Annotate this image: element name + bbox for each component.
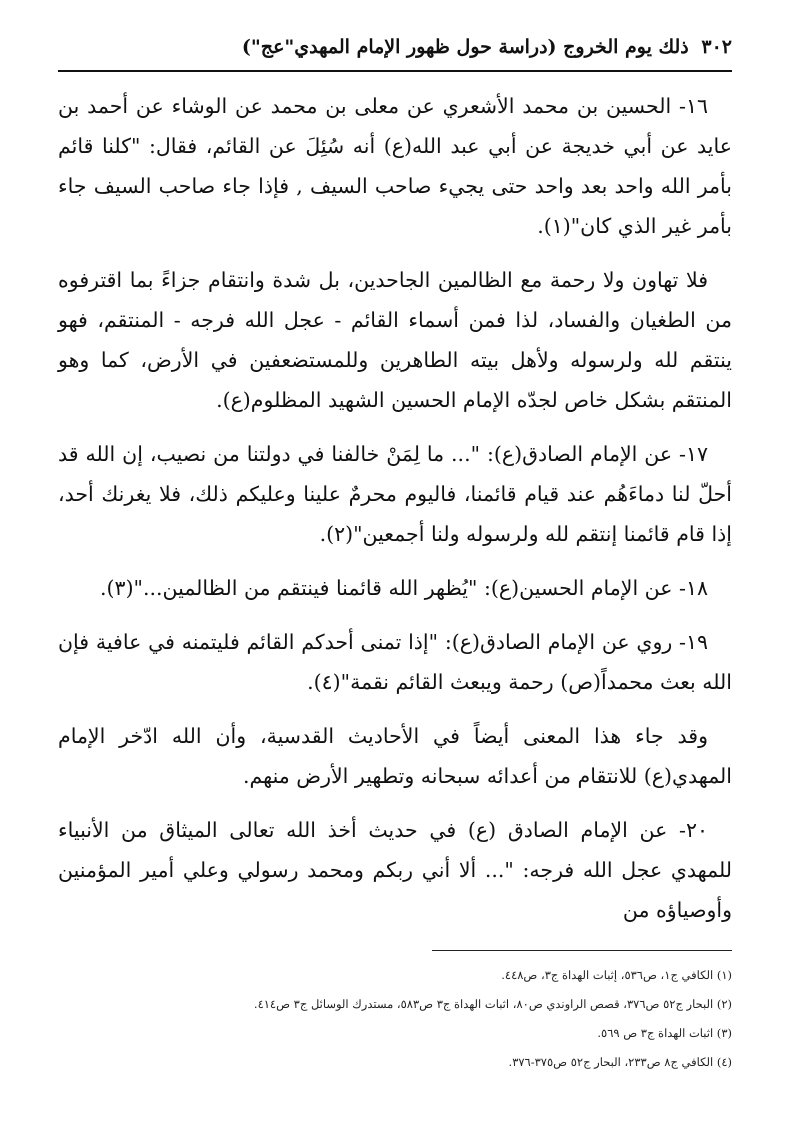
paragraph-commentary-1: فلا تهاون ولا رحمة مع الظالمين الجاحدين، بل شدة وانتقام جزاءً بما اقترفوه من الطغيان والفساد، لذا فمن أسماء القائم - عجل الله فرجه - المنتقم، فهو ينتقم لله ولرسوله ولأهل بيته الطاهرين وللمستضعفين في الأرض، كما وهو المنتقم بشكل خاص لجدّه الإمام الحسين الشهيد المظلوم(ع). [58, 268, 732, 412]
footnote-2: (٢) البحار ج٥٢ ص٣٧٦، قصص الراوندي ص٨٠، اثبات الهداة ج٣ ص٥٨٣، مستدرك الوسائل ج٣ ص٤١٤. [253, 997, 732, 1011]
paragraph-commentary-2: وقد جاء هذا المعنى أيضاً في الأحاديث القدسية، وأن الله ادّخر الإمام المهدي(ع) للانتقام من أعدائه سبحانه وتطهير الأرض منهم. [58, 724, 732, 788]
paragraph-hadith-16: ١٦- الحسين بن محمد الأشعري عن معلى بن محمد عن الوشاء عن أحمد بن عايد عن أبي خديجة عن أبي عبد الله(ع) أنه سُئِلَ عن القائم، فقال: "كلنا قائم بأمر الله واحد بعد واحد حتى يجيء صاحب السيف , فإذا جاء صاحب السيف جاء بأمر غير الذي كان"(١). [58, 94, 732, 238]
paragraph-hadith-19: ١٩- روي عن الإمام الصادق(ع): "إذا تمنى أحدكم القائم فليتمنه في عافية فإن الله بعث محمداً(ص) رحمة ويبعث القائم نقمة"(٤). [58, 630, 732, 694]
header-line [242, 34, 732, 60]
running-header [58, 22, 732, 72]
footnote-divider [432, 950, 732, 951]
paragraph-hadith-18: ١٨- عن الإمام الحسين(ع): "يُظهر الله قائمنا فينتقم من الظالمين..."(٣). [100, 576, 708, 600]
main-text [58, 86, 732, 944]
footnote-3: (٣) اثبات الهداة ج٣ ص ٥٦٩. [597, 1026, 732, 1040]
book-title: ذلك يوم الخروج (دراسة حول ظهور الإمام المهدي"عج") [241, 36, 689, 58]
footnotes [58, 950, 732, 1077]
footnote-4: (٤) الكافي ج٨ ص٢٣٣، البحار ج٥٢ ص٣٧٥-٣٧٦. [508, 1055, 732, 1069]
footnote-1: (١) الكافي ج١، ص٥٣٦، إثبات الهداة ج٣، ص٤٤٨. [501, 968, 732, 982]
page-number: ٣٠٢ [701, 36, 732, 58]
paragraph-hadith-17: ١٧- عن الإمام الصادق(ع): "... ما لِمَنْ خالفنا في دولتنا من نصيب، إن الله قد أحلّ لنا دماءَهُم عند قيام قائمنا، فاليوم محرمٌ علينا وعليكم ذلك، فلا يغرنك أحد، إذا قام قائمنا إنتقم لله ولرسوله ولنا أجمعين"(٢). [58, 442, 732, 546]
paragraph-hadith-20: ٢٠- عن الإمام الصادق (ع) في حديث أخذ الله تعالى الميثاق من الأنبياء للمهدي عجل الله فرجه: "... ألا أني ربكم ومحمد رسولي وعلي أمير المؤمنين وأوصياؤه من [58, 818, 732, 922]
